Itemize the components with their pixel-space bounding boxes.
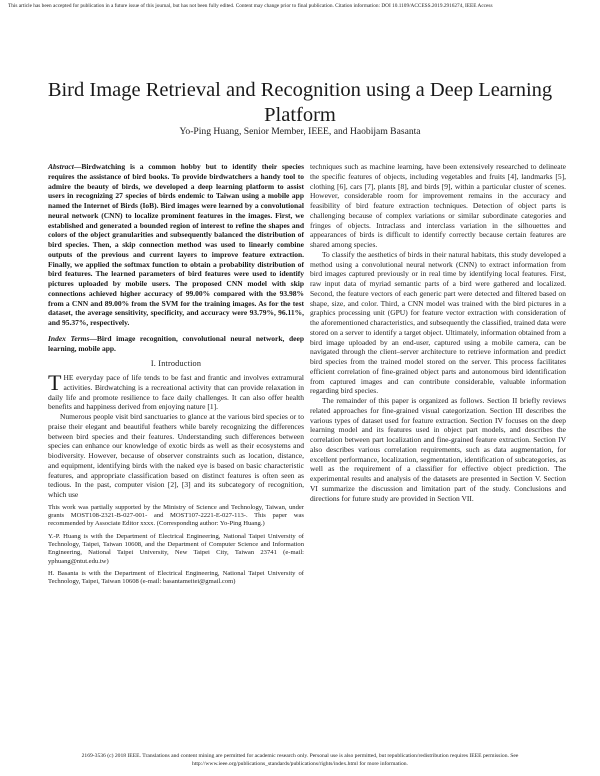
section-heading-introduction: I. Introduction bbox=[150, 359, 202, 369]
intro-paragraph-1-text: HE everyday pace of life tends to be fast and frantic and involves extramural activities. Birdwatching is a recreational activity that can provide relaxation in daily life and promote resilience to face daily challenges. It can also offer health benefits and happiness derived from enjoying nature [1]. bbox=[48, 373, 304, 412]
footer-link: http://www.ieee.org/publications_standards/publications/rights/index.html for more information. bbox=[192, 761, 408, 767]
footnote-funding: This work was partially supported by the Ministry of Science and Technology, Taiwan, under grants MOST108-2321-B-027-001- and MOST107-2221-E-027-113-. This paper was recommended by Associate Editor xxxx. (Corresponding author: Yo-Ping Huang.) bbox=[48, 503, 304, 528]
right-paragraph-1: techniques such as machine learning, have been extensively researched to delineate the specific features of objects, including vegetables and fruits [4], landmarks [5], clothing [6], cars [7], plants [8], and birds [9], within a particular cluster of scenes. However, considerable room for improvement remains in the accuracy and feasibility of bird feature extraction techniques. Detection of object parts is challenging because of complex variations or similar subordinate categories and fringes of objects. Intraclass and interclass variation in the silhouettes and appearances of birds is difficult to identify correctly because certain features are shared among species. bbox=[310, 162, 566, 249]
header-notice: This article has been accepted for publication in a future issue of this journal, but has not been fully edited. Content may change prior to final publication. Citation information: DOI 10.1109/ACCESS.2019.2916274, IEEE Access bbox=[8, 3, 493, 9]
right-paragraph-2: To classify the aesthetics of birds in their natural habitats, this study developed a method using a convolutional neural network (CNN) to extract information from bird images captured previously or in real time by identifying local features. First, raw input data of myriad semantic parts of a bird were gathered and localized. Second, the feature vectors of each generic part were detected and filtered based on shape, size, and color. Third, a CNN model was trained with the bird pictures in a graphics processing unit (GPU) for feature vector extraction with consideration of the aforementioned characteristics, and subsequently the classified, trained data were stored on a server to identify a target object. Ultimately, information obtained from a bird image uploaded by an end-user, captured using a mobile camera, can be navigated through the client–server architecture to retrieve information and predict bird species from the trained model stored on the server. This process facilitates efficient correlation of fine-grained object parts and autonomous bird identification from captured images and can contribute considerable, valuable information regarding bird species. bbox=[310, 249, 566, 396]
abstract bbox=[48, 162, 304, 328]
footer-copyright: 2169-3536 (c) 2018 IEEE. Translations and content mining are permitted for academic research only. Personal use is also permitted, but republication/redistribution requires IEEE permission. See bbox=[81, 753, 519, 759]
footnote-author-2: H. Basanta is with the Department of Electrical Engineering, National Taipei University of Technology, Taipei, Taiwan 10608 (e-mail: basantameitei@gmail.com) bbox=[48, 569, 304, 586]
abstract-text: —Birdwatching is a common hobby but to identify their species requires the assistance of bird books. To provide birdwatchers a handy tool to admire the beauty of birds, we developed a deep learning platform to assist users in recognizing 27 species of birds endemic to Taiwan using a mobile app named the Internet of Birds (IoB). Bird images were learned by a convolutional neural network (CNN) to localize prominent features in the images. First, we established and generated a bounded region of interest to refine the shapes and colors of the object granularities and subsequently balanced the distribution of bird species. Then, a skip connection method was used to linearly combine outputs of the previous and current layers to improve feature extraction. Finally, we applied the softmax function to obtain a probability distribution of bird features. The learned parameters of bird features were used to identify pictures uploaded by mobile users. The proposed CNN model with skip connections achieved higher accuracy of 99.00% compared with the 93.98% from a CNN and 89.00% from the SVM for the training images. As for the test dataset, the average sensitivity, specificity, and accuracy were 93.79%, 96.11%, and 95.37%, respectively. bbox=[48, 162, 304, 327]
index-terms bbox=[48, 334, 304, 354]
left-column bbox=[48, 162, 304, 586]
right-paragraph-3: The remainder of this paper is organized as follows. Section II briefly reviews related approaches for fine-grained visual categorization. Section III describes the various types of dataset used for feature extraction. Section IV focuses on the deep learning model and its features used in object part models, and describes the correlation between part localization and fine-grained feature extraction. Section IV also describes various correlation requirements, such as data augmentation, for excellent performance, localization, segmentation, identification of subcategories, as well as the requirement of a classifier for effective object prediction. The experimental results and analysis of the datasets are presented in Section V. Section VI summarize the discussion and limitation part of the study. Conclusions and directions for future study are provided in Section VII. bbox=[310, 396, 566, 503]
intro-paragraph-2: Numerous people visit bird sanctuaries to glance at the various bird species or to praise their elegant and beautiful feathers while barely recognizing the differences between bird species and their features. Understanding such differences between species can enhance our knowledge of exotic birds as well as their ecosystems and biodiversity. However, because of observer constraints such as location, distance, and equipment, identifying birds with the naked eye is based on basic characteristic features, and appropriate classification based on distinct features is often seen as tedious. In the past, computer vision [2], [3] and its subcategory of recognition, which use bbox=[48, 412, 304, 499]
index-terms-text: —Bird image recognition, convolutional neural network, deep learning, mobile app. bbox=[48, 333, 304, 353]
abstract-label: Abstract bbox=[48, 162, 74, 171]
right-column bbox=[310, 162, 566, 503]
index-terms-label: Index Terms bbox=[48, 333, 90, 343]
paper-title: Bird Image Retrieval and Recognition using a Deep Learning Platform bbox=[47, 78, 553, 126]
drop-cap: T bbox=[48, 370, 62, 395]
intro-paragraph-1 bbox=[48, 370, 304, 412]
page-footer bbox=[20, 752, 580, 768]
author-line: Yo-Ping Huang, Senior Member, IEEE, and Haobijam Basanta bbox=[179, 126, 421, 137]
footnote-author-1: Y.-P. Huang is with the Department of Electrical Engineering, National Taipei University of Technology, Taipei, Taiwan 10608, and the Department of Computer Science and Information Engineering, National Taipei University, New Taipei City, Taiwan 23741 (e-mail: yphuang@ntut.edu.tw) bbox=[48, 532, 304, 565]
